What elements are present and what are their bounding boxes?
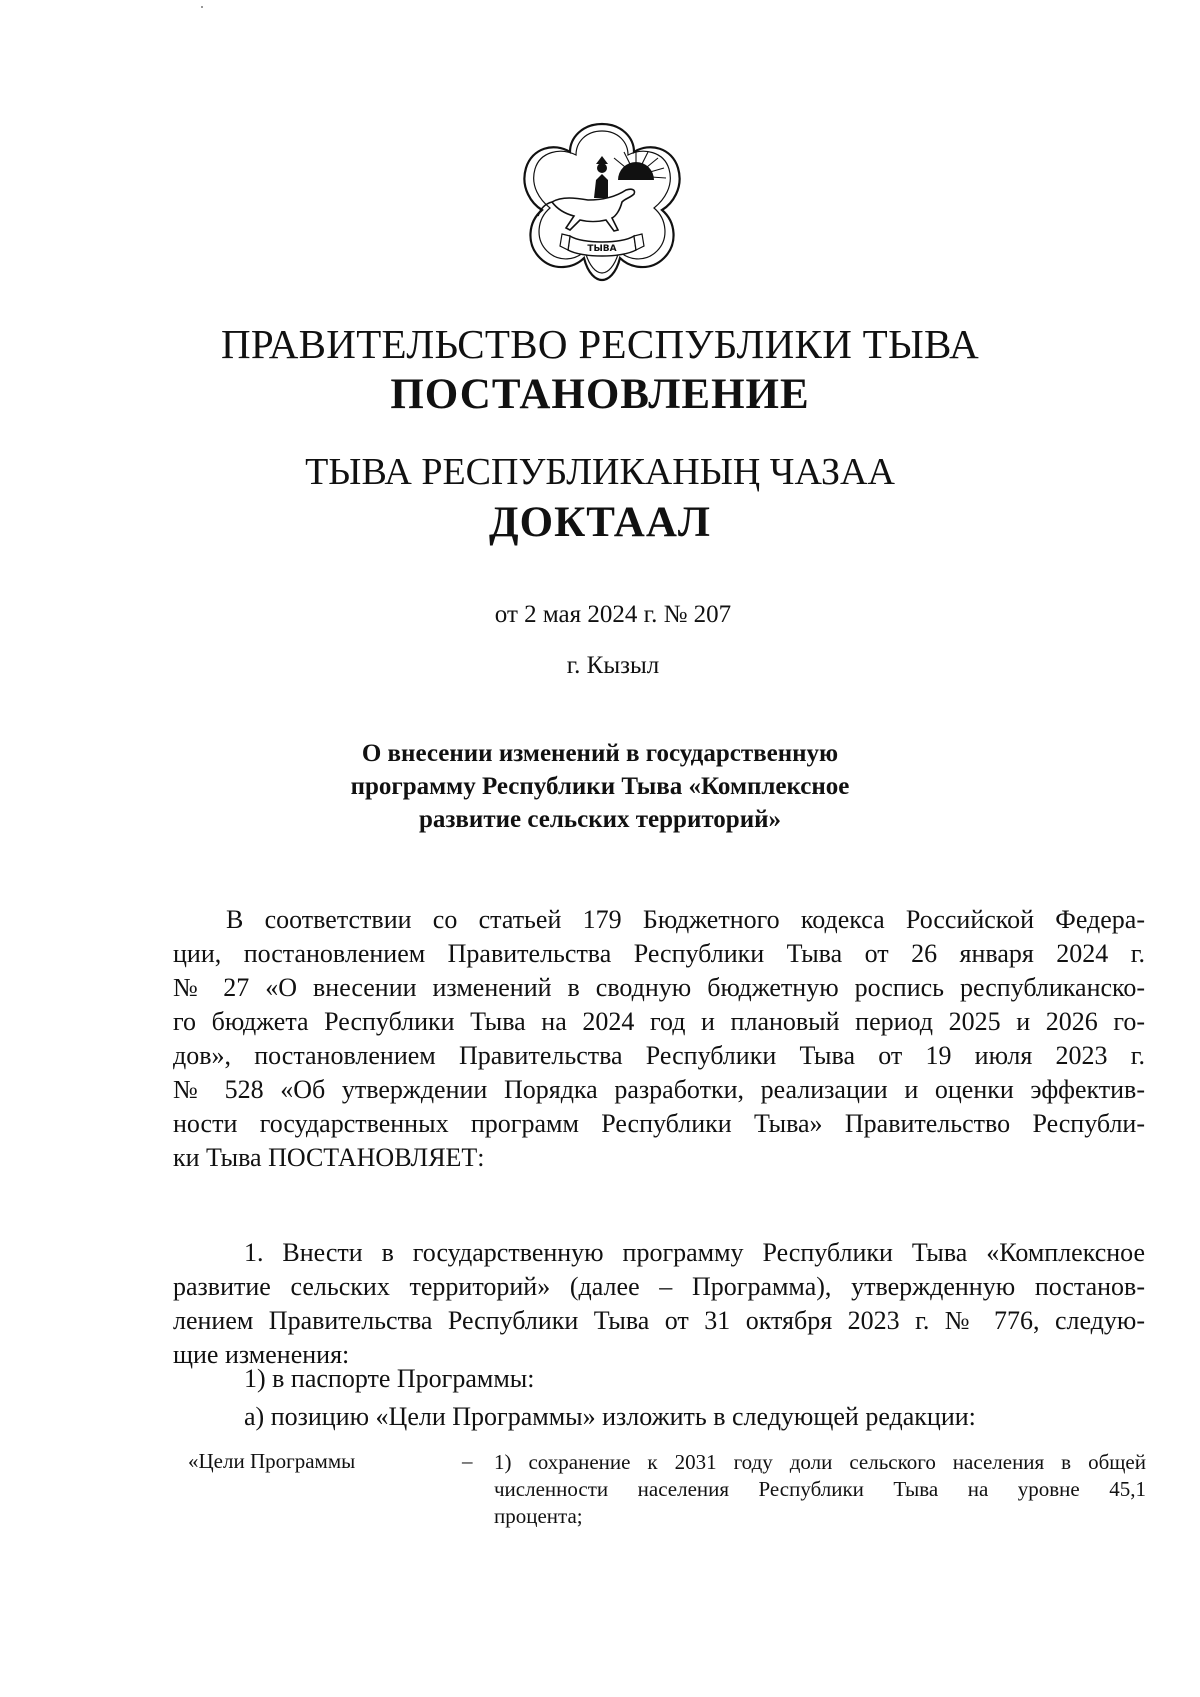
title-line: О внесении изменений в государственную <box>361 740 839 767</box>
title-line: развитие сельских территорий» <box>418 806 782 833</box>
table-text-line: процента; <box>494 1504 583 1528</box>
preamble-line: ки Тыва ПОСТАНОВЛЯЕТ: <box>173 1143 485 1172</box>
preamble-line: го бюджета Республики Тыва на 2024 год и плановый период 2025 и 2026 го- <box>173 1007 1145 1036</box>
subitem-passport: 1) в паспорте Программы: <box>244 1364 535 1393</box>
government-name-tyv: ТЫВА РЕСПУБЛИКАНЫҢ ЧАЗАА <box>305 451 895 493</box>
subitem-goals-position: а) позицию «Цели Программы» изложить в следующей редакции: <box>244 1402 976 1431</box>
item-line: развитие сельских территорий» (далее – Программа), утвержденную постанов- <box>173 1272 1145 1301</box>
preamble-line: ции, постановлением Правительства Республики Тыва от 26 января 2024 г. <box>173 939 1145 968</box>
preamble-line: дов», постановлением Правительства Республики Тыва от 19 июля 2023 г. <box>173 1041 1145 1070</box>
date-and-number: от 2 мая 2024 г. № 207 <box>494 601 732 628</box>
document-title <box>0 737 1200 836</box>
preamble-line: В соответствии со статьей 179 Бюджетного кодекса Российской Федера- <box>226 905 1145 934</box>
table-text <box>494 1449 1146 1530</box>
item-line: 1. Внести в государственную программу Республики Тыва «Комплексное <box>244 1238 1145 1267</box>
table-dash: – <box>462 1449 473 1473</box>
preamble-line: № 27 «О внесении изменений в сводную бюджетную роспись республиканско- <box>173 973 1145 1002</box>
city: г. Кызыл <box>566 652 660 679</box>
document-type-tyv: ДОКТААЛ <box>489 499 711 546</box>
item-line: лением Правительства Республики Тыва от 31 октября 2023 г. № 776, следую- <box>173 1306 1145 1335</box>
government-name-ru: ПРАВИТЕЛЬСТВО РЕСПУБЛИКИ ТЫВА <box>220 321 980 367</box>
title-line: программу Республики Тыва «Комплексное <box>350 773 850 800</box>
table-text-line: численности населения Республики Тыва на уровне 45,1 <box>494 1477 1146 1501</box>
table-text-line: 1) сохранение к 2031 году доли сельского населения в общей <box>494 1450 1146 1474</box>
item-line: щие изменения: <box>173 1340 350 1369</box>
document-type-ru: ПОСТАНОВЛЕНИЕ <box>390 371 810 418</box>
preamble-paragraph <box>173 903 1145 1175</box>
preamble-line: № 528 «Об утверждении Порядка разработки, реализации и оценки эффектив- <box>173 1075 1145 1104</box>
emblem-inscription: ТЫВА <box>587 244 617 254</box>
table-label: «Цели Программы <box>188 1449 356 1473</box>
item-1-paragraph <box>173 1236 1145 1372</box>
coat-of-arms-icon <box>518 118 686 284</box>
scan-speck <box>201 6 203 8</box>
preamble-line: ности государственных программ Республики Тыва» Правительство Республи- <box>173 1109 1145 1138</box>
